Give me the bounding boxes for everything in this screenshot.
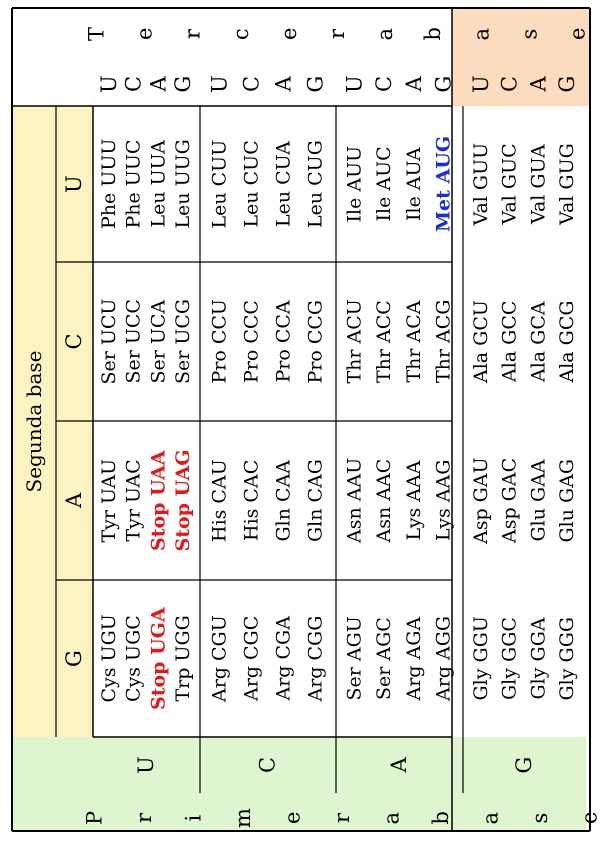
third-base-title-char: b [421,27,446,41]
codon-entry: Ser UCU [97,298,120,385]
third-base-letter: C [121,75,146,92]
third-base-title-char: e [565,27,590,40]
codon-entry: His CAC [240,459,263,541]
codon-entry: Leu UUA [147,140,170,228]
first-base-title-char: e [577,811,601,824]
codon-entry: Ile AUU [343,145,366,223]
codon-entry: Arg AGA [402,616,425,701]
codon-entry: Arg CGA [272,616,295,701]
third-base-title-char: r [325,28,349,39]
codon-entry: Ser UCC [122,299,145,384]
codon-entry: Asn AAU [343,457,366,543]
third-base-letter: A [271,76,296,92]
stop-codon: Stop UAG [172,449,195,552]
first-base-title-char: b [429,811,453,825]
codon-entry: Gln CAG [304,459,327,542]
third-base-title-char: T [84,26,109,41]
codon-entry: Thr ACU [343,299,366,384]
first-base-title-char: e [280,811,305,824]
codon-entry: Lys AAG [432,459,455,541]
codon-entry: Tyr UAC [122,459,145,542]
codon-entry: Leu CUG [304,140,327,228]
codon-entry: Gln CAA [272,459,295,542]
codon-entry: Leu CUC [240,140,263,228]
third-base-letter: G [555,75,580,93]
codon-entry: Arg CGC [240,615,263,701]
codon-entry: Val GUG [556,143,579,225]
codon-entry: Ala GCC [498,300,521,382]
codon-entry: Cys UGU [97,614,120,703]
table-background [12,8,590,831]
second-base-letter: C [62,333,86,350]
third-base-letter: U [342,75,367,93]
codon-entry: Phe UUU [97,138,120,229]
third-base-letter: G [431,75,456,93]
first-base-letter: C [255,756,280,773]
first-base-letter: G [512,756,536,774]
codon-entry: Asn AAC [373,458,396,543]
codon-entry: Arg CGU [208,615,231,702]
codon-entry: Gly GGC [498,617,521,700]
second-base-title: Segunda base [22,350,46,493]
codon-entry: Asp GAC [498,457,521,543]
codon-entry: Ser UCA [147,299,170,384]
stop-codon: Stop UAA [147,450,170,551]
third-base-letter: A [146,76,171,92]
start-codon: Met AUG [432,135,455,232]
third-base-title-char: a [373,27,398,41]
third-base-title-char: e [132,27,157,40]
third-base-letter: C [372,75,397,92]
first-base-title-char: i [181,814,206,822]
third-base-letter: U [207,75,232,93]
third-base-letter: A [526,76,551,92]
codon-entry: Pro CCU [208,299,231,384]
codon-entry: Leu CUA [272,141,295,227]
codon-entry: Arg CGG [304,615,327,702]
codon-entry: Lys AAA [402,460,425,541]
third-base-letter: U [96,75,121,93]
codon-entry: Ile AUA [402,147,425,221]
codon-entry: Pro CCA [272,300,295,383]
first-base-title-char: s [528,812,552,824]
codon-entry: Gly GGU [469,616,492,701]
codon-entry: Thr ACA [402,300,425,383]
second-base-letter: U [62,175,86,193]
codon-entry: Ser AGC [373,617,396,700]
codon-entry: Gly GGA [527,617,550,700]
third-base-title-char: r [180,28,205,39]
third-base-letter: G [171,75,196,93]
third-base-letter: U [468,75,493,93]
first-base-title-char: r [132,812,156,823]
first-base-title-char: a [478,811,503,825]
codon-entry: Cys UGC [122,615,145,702]
codon-entry: Ala GCU [469,300,492,383]
codon-entry: Phe UUC [122,139,145,229]
codon-entry: Val GUC [498,143,521,225]
codon-entry: Ser UCG [172,298,195,384]
codon-entry: Ile AUC [373,146,396,222]
third-base-letter: C [497,75,522,92]
third-base-title-char: e [276,27,301,40]
first-base-title-char: m [231,808,255,828]
third-base-letter: A [401,76,426,92]
first-base-letter: U [134,756,158,774]
codon-entry: Glu GAA [527,459,550,542]
codon-entry: His CAU [208,459,231,542]
codon-entry: Pro CCC [240,300,263,383]
third-base-title-char: a [469,27,494,41]
codon-entry: Val GUA [527,144,550,224]
stop-codon: Stop UGA [147,607,170,710]
codon-entry: Arg AGG [432,615,455,701]
first-base-title-char: a [379,811,404,825]
codon-entry: Pro CCG [304,299,327,384]
codon-entry: Ala GCA [527,301,550,382]
codon-entry: Glu GAG [556,458,579,543]
third-base-letter: C [239,75,264,92]
codon-entry: Leu CUU [208,139,231,229]
third-base-title-char: s [517,28,542,40]
second-base-letter: G [62,650,86,667]
codon-entry: Leu UUG [172,139,195,229]
codon-entry: Ala GCG [556,300,579,383]
codon-entry: Val GUU [469,142,492,226]
first-base-title-char: P [82,810,107,825]
codon-entry: Ser AGU [343,616,366,701]
codon-entry: Tyr UAU [97,458,120,543]
third-base-title-char: c [228,28,253,40]
first-base-title-char: r [330,812,354,823]
codon-entry: Trp UGG [172,615,195,702]
codon-entry: Gly GGG [556,616,579,701]
third-base-letter: G [303,75,328,93]
codon-entry: Thr ACG [432,299,455,383]
codon-entry: Thr ACC [373,300,396,383]
second-base-letter: A [62,492,86,508]
first-base-letter: A [387,757,411,773]
codon-entry: Asp GAU [469,457,492,544]
